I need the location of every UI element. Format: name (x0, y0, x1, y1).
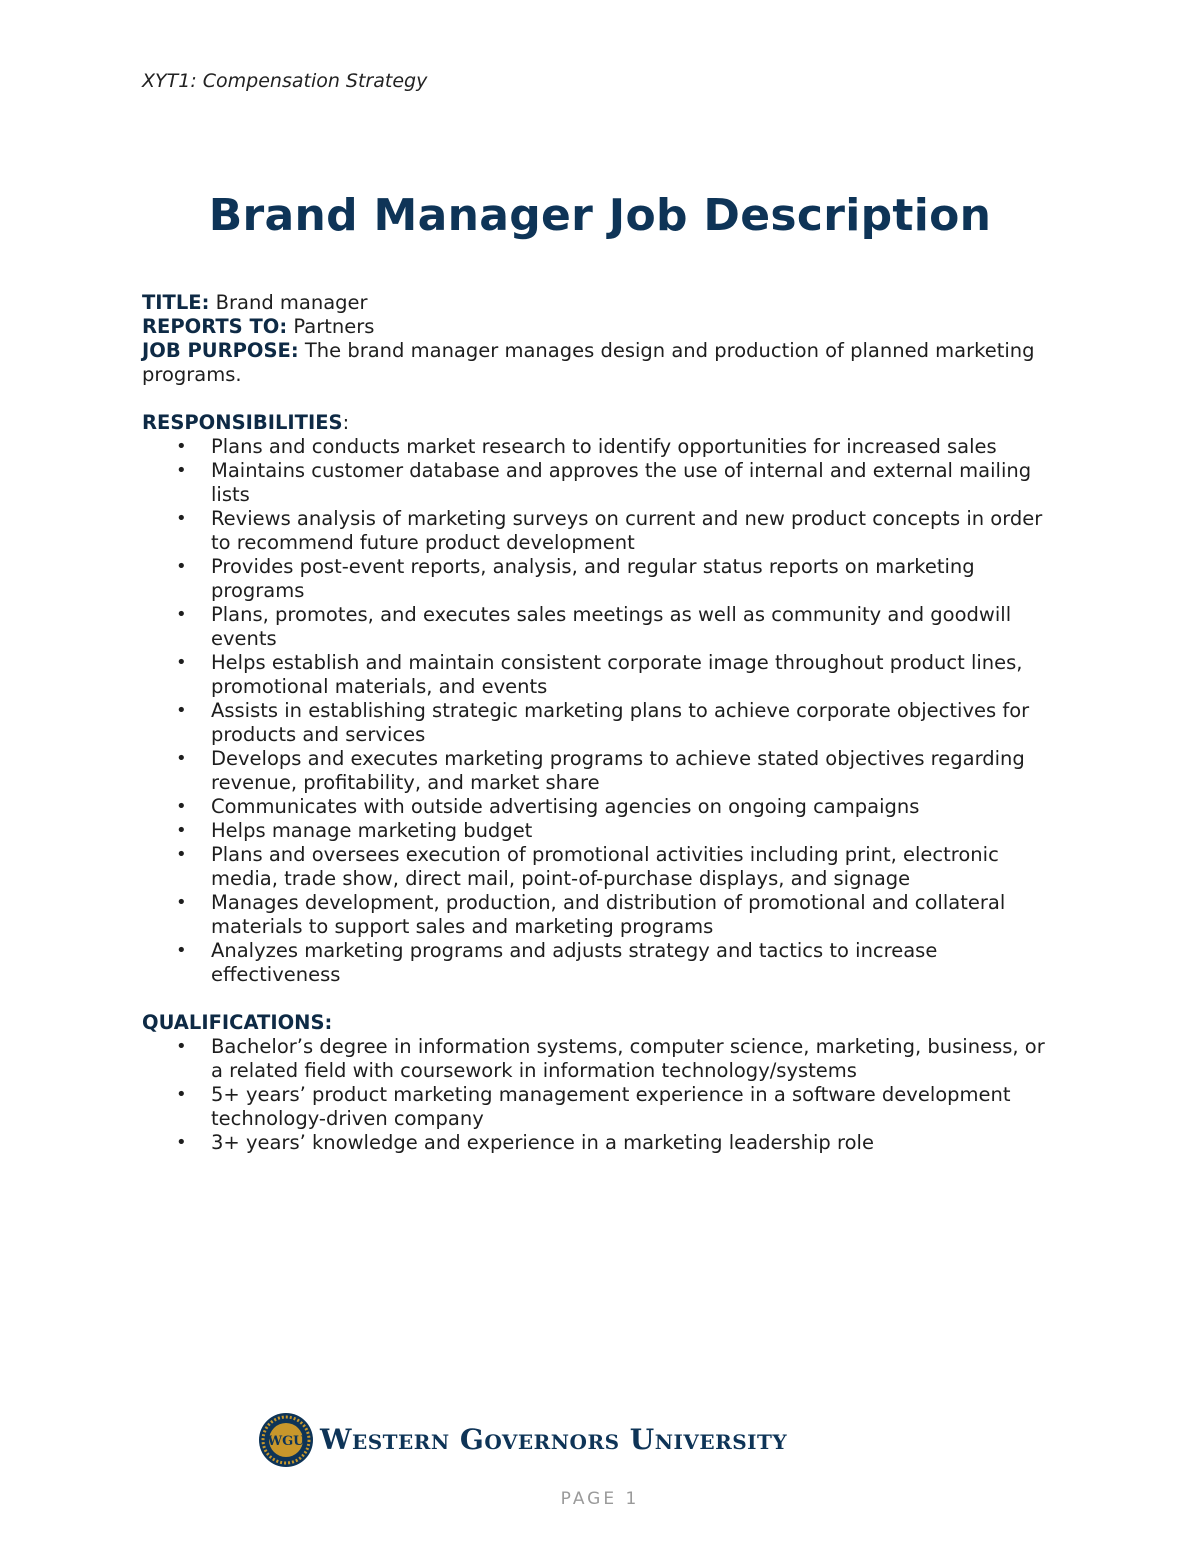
bullet-icon: • (176, 460, 187, 481)
list-item (142, 819, 1062, 843)
qualifications-heading-text: QUALIFICATIONS: (142, 1011, 333, 1034)
list-item (142, 699, 1062, 747)
seal-text: WGU (267, 1434, 305, 1449)
list-item-text: Bachelor’s degree in information systems, computer science, marketing, business, or a related field with coursework in information technology/systems (211, 1035, 1045, 1082)
list-item-text: Reviews analysis of marketing surveys on current and new product concepts in order to recommend future product development (211, 507, 1043, 554)
list-item-text: Plans and oversees execution of promotional activities including print, electronic media, trade show, direct mail, point-of-purchase displays, and signage (211, 843, 999, 890)
university-wordmark: Western Governors University (320, 1423, 788, 1456)
list-item (142, 891, 1062, 939)
page-number: PAGE 1 (560, 1489, 640, 1509)
list-item (142, 795, 1062, 819)
list-item-text: Plans and conducts market research to identify opportunities for increased sales (211, 435, 997, 458)
field-title (142, 291, 1062, 315)
list-item (142, 1083, 1062, 1131)
bullet-icon: • (176, 652, 187, 673)
document-title: Brand Manager Job Description (208, 190, 992, 241)
bullet-icon: • (176, 892, 187, 913)
field-title-label: TITLE: (142, 291, 210, 314)
field-job-purpose (142, 339, 1062, 387)
field-purpose-value: The brand manager manages design and production of planned marketing programs. (142, 339, 1035, 386)
responsibilities-heading (142, 411, 1062, 435)
bullet-icon: • (176, 508, 187, 529)
list-item (142, 651, 1062, 699)
list-item-text: Helps manage marketing budget (211, 819, 533, 842)
list-item-text: 5+ years’ product marketing management experience in a software development technology-driven company (211, 1083, 1011, 1130)
list-item-text: Maintains customer database and approves the use of internal and external mailing lists (211, 459, 1032, 506)
list-item (142, 1035, 1062, 1083)
bullet-icon: • (176, 436, 187, 457)
running-header: XYT1: Compensation Strategy (142, 70, 428, 92)
list-item-text: Analyzes marketing programs and adjusts strategy and tactics to increase effectiveness (211, 939, 938, 986)
bullet-icon: • (176, 748, 187, 769)
bullet-icon: • (176, 604, 187, 625)
responsibilities-heading-colon: : (342, 411, 350, 434)
list-item (142, 459, 1062, 507)
bullet-icon: • (176, 844, 187, 865)
list-item (142, 1131, 1062, 1155)
list-item (142, 843, 1062, 891)
bullet-icon: • (176, 820, 187, 841)
document-body (142, 291, 1062, 1155)
list-item-text: Helps establish and maintain consistent corporate image throughout product lines, promotional materials, and events (211, 651, 1023, 698)
qualifications-list (142, 1035, 1062, 1155)
bullet-icon: • (176, 1084, 187, 1105)
field-reports-label: REPORTS TO: (142, 315, 288, 338)
list-item-text: Provides post-event reports, analysis, and regular status reports on marketing programs (211, 555, 975, 602)
field-purpose-label: JOB PURPOSE: (142, 339, 299, 362)
list-item-text: Assists in establishing strategic marketing plans to achieve corporate objectives for products and services (211, 699, 1030, 746)
list-item-text: Manages development, production, and distribution of promotional and collateral materials to support sales and marketing programs (211, 891, 1006, 938)
responsibilities-list (142, 435, 1062, 987)
bullet-icon: • (176, 700, 187, 721)
list-item-text: Plans, promotes, and executes sales meetings as well as community and goodwill events (211, 603, 1012, 650)
bullet-icon: • (176, 796, 187, 817)
list-item-text: 3+ years’ knowledge and experience in a marketing leadership role (211, 1131, 874, 1154)
responsibilities-heading-text: RESPONSIBILITIES (142, 411, 343, 434)
field-reports-to (142, 315, 1062, 339)
list-item (142, 747, 1062, 795)
list-item (142, 603, 1062, 651)
bullet-icon: • (176, 1036, 187, 1057)
bullet-icon: • (176, 556, 187, 577)
list-item (142, 939, 1062, 987)
field-reports-value: Partners (293, 315, 375, 338)
list-item (142, 507, 1062, 555)
field-title-value: Brand manager (215, 291, 368, 314)
university-logo (258, 1412, 787, 1468)
bullet-icon: • (176, 1132, 187, 1153)
list-item-text: Communicates with outside advertising agencies on ongoing campaigns (211, 795, 920, 818)
list-item (142, 435, 1062, 459)
qualifications-heading (142, 1011, 1062, 1035)
university-seal-icon (258, 1412, 314, 1468)
list-item (142, 555, 1062, 603)
list-item-text: Develops and executes marketing programs to achieve stated objectives regarding revenue, profitability, and market share (211, 747, 1025, 794)
bullet-icon: • (176, 940, 187, 961)
